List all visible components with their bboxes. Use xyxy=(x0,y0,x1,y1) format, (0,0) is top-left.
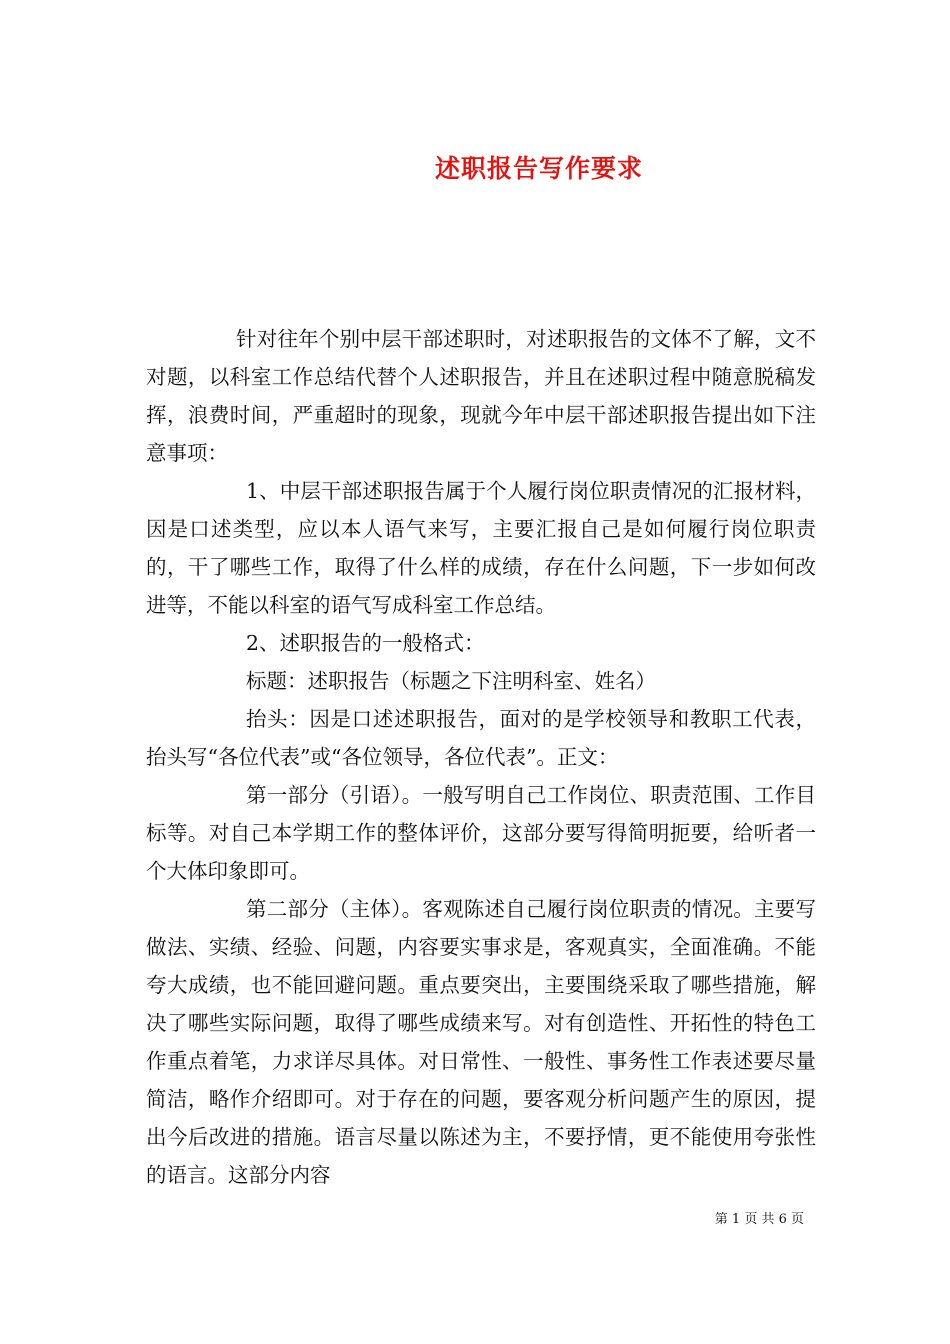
paragraph-part-2: 第二部分（主体）。客观陈述自己履行岗位职责的情况。主要写做法、实绩、经验、问题，内容要实事求是，客观真实，全面准确。不能夸大成绩，也不能回避问题。重点要突出，主要围绕采取了哪些措施，解决了哪些实际问题，取得了哪些成绩来写。对有创造性、开拓性的特色工作重点着笔，力求详尽具体。对日常性、一般性、事务性工作表述要尽量简洁，略作介绍即可。对于存在的问题，要客观分析问题产生的原因，提出今后改进的措施。语言尽量以陈述为主，不要抒情，更不能使用夸张性的语言。这部分内容 xyxy=(146,897,816,1187)
page-number: 第 1 页 共 6 页 xyxy=(714,1212,804,1227)
paragraph-intro: 针对往年个别中层干部述职时，对述职报告的文体不了解，文不对题，以科室工作总结代替个人述职报告，并且在述职过程中随意脱稿发挥，浪费时间，严重超时的现象，现就今年中层干部述职报告提出如下注意事项： xyxy=(146,327,816,465)
paragraph-item-1: 1、中层干部述职报告属于个人履行岗位职责情况的汇报材料，因是口述类型，应以本人语气来写，主要汇报自己是如何履行岗位职责的，干了哪些工作，取得了什么样的成绩，存在什么问题，下一步如何改进等，不能以科室的语气写成科室工作总结。 xyxy=(146,479,816,617)
page-title: 述职报告写作要求 xyxy=(434,153,643,183)
paragraph-title-format: 标题：述职报告（标题之下注明科室、姓名） xyxy=(246,669,656,693)
paragraph-heading-format: 抬头：因是口述述职报告，面对的是学校领导和教职工代表，抬头写“各位代表”或“各位领导，各位代表”。正文： xyxy=(146,707,816,769)
paragraph-part-1: 第一部分（引语）。一般写明自己工作岗位、职责范围、工作目标等。对自己本学期工作的整体评价，这部分要写得简明扼要，给听者一个大体印象即可。 xyxy=(146,783,816,883)
document-body xyxy=(146,320,816,1194)
paragraph-item-2: 2、述职报告的一般格式： xyxy=(246,631,485,655)
